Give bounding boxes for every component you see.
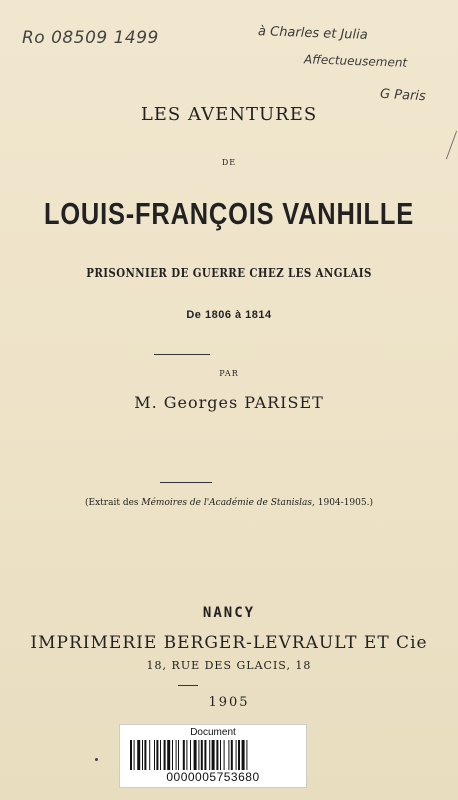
shelfmark-annotation: Ro 08509 1499 (22, 28, 159, 48)
barcode-bar (178, 740, 179, 770)
barcode-bar (142, 740, 143, 770)
title-dates: De 1806 à 1814 (186, 309, 272, 321)
barcode-bar (164, 740, 166, 770)
subtitle: PRISONNIER DE GUERRE CHEZ LES ANGLAIS (86, 266, 372, 280)
barcode-bar (201, 740, 203, 770)
dedication-signature: G Paris (379, 86, 427, 105)
extract-work: Mémoires de l'Académie de Stanislas, (141, 498, 315, 508)
barcode-bar (130, 740, 132, 770)
barcode-number: 0000005753680 (166, 770, 260, 784)
divider-rule (160, 482, 212, 483)
barcode-bar (220, 740, 221, 770)
barcode-bar (172, 740, 173, 770)
barcode-bar (204, 740, 206, 770)
barcode-bar (149, 740, 150, 770)
ink-dot (95, 758, 98, 761)
divider-rule (178, 685, 198, 686)
barcode-bar (228, 740, 229, 770)
imprint-address: 18, RUE DES GLACIS, 18 (146, 659, 312, 672)
barcode-bar (154, 740, 155, 770)
page-edge-mark (446, 131, 457, 160)
barcode-bar (156, 740, 158, 770)
extract-note (0, 498, 458, 508)
imprint-year: 1905 (208, 695, 250, 710)
barcode-bar (176, 740, 177, 770)
barcode-bar (212, 740, 215, 770)
barcode-bar (238, 740, 240, 770)
extract-prefix: (Extrait des (85, 498, 142, 508)
barcode-bar (194, 740, 197, 770)
barcode-bar (144, 740, 146, 770)
barcode-bar (231, 740, 233, 770)
barcode-bar (246, 740, 247, 770)
barcode-bar (167, 740, 170, 770)
dedication-line-1: à Charles et Julia (257, 24, 368, 43)
author-name: M. Georges PARISET (134, 393, 324, 412)
barcode-label (119, 724, 307, 788)
divider-rule (154, 354, 210, 355)
extract-suffix: 1904-1905.) (314, 498, 373, 508)
barcode-bar (216, 740, 218, 770)
imprint-printer: IMPRIMERIE BERGER-LEVRAULT ET Cie (30, 633, 428, 653)
title-de: DE (221, 158, 237, 167)
imprint-city: NANCY (202, 605, 256, 621)
barcode-bar (186, 740, 187, 770)
barcode-bar (198, 740, 199, 770)
barcode-bar (242, 740, 245, 770)
barcode-title: Document (190, 727, 236, 738)
barcode-bar (190, 740, 191, 770)
barcode-bar (183, 740, 185, 770)
title-main-name: LOUIS-FRANÇOIS VANHILLE (43, 196, 415, 231)
title-les-aventures: LES AVENTURES (140, 104, 318, 125)
barcode-bars (130, 740, 296, 770)
dedication-line-2: Affectueusement (303, 52, 408, 70)
barcode-bar (209, 740, 210, 770)
barcode-bar (236, 740, 237, 770)
author-par: PAR (219, 369, 239, 378)
barcode-bar (224, 740, 225, 770)
barcode-bar (137, 740, 140, 770)
barcode-bar (134, 740, 135, 770)
barcode-bar (160, 740, 161, 770)
